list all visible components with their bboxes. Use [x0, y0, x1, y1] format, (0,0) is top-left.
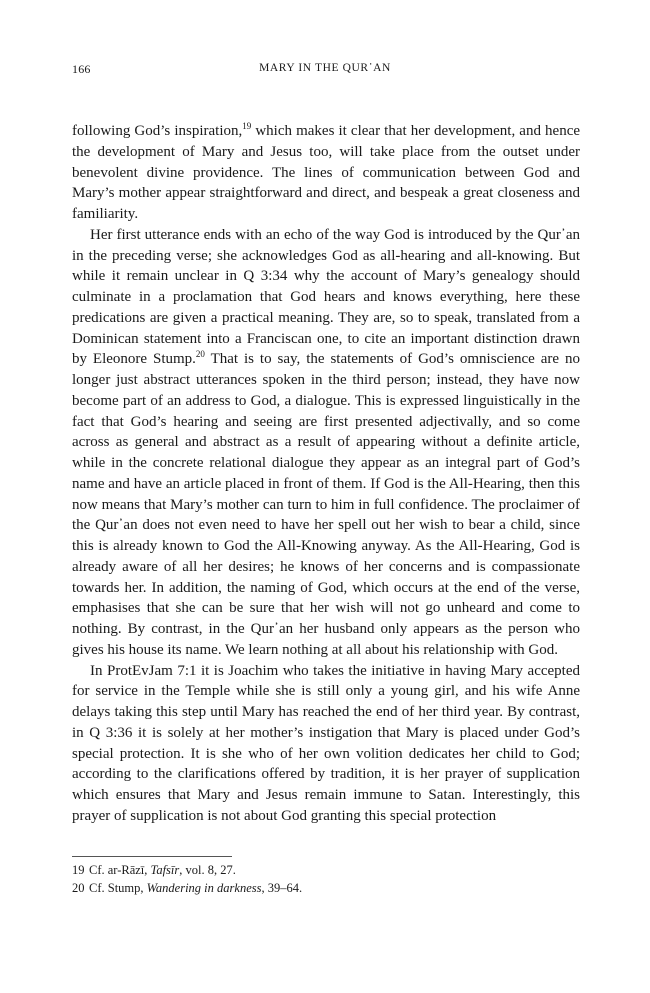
footnotes — [72, 861, 580, 897]
paragraph-text: That is to say, the statements of God’s omniscience are no longer just abstract utterances spoken in the third person; instead, they have now become part of an address to God, a dialogue. This is expressed linguistically in the fact that God’s hearing and seeing are first presented adjectivally, and so come across as general and abstract as a result of appearing without a definite article, while in the concrete relational dialogue they appear as an integral part of God’s name and have an article placed in front of them. If God is the All-Hearing, then this now means that Mary’s mother can turn to him in full confidence. The proclaimer of the Qur᾿an does not even need to have her spell out her wish to bear a child, since this is already known to God the All-Knowing anyway. As the All-Hearing, God is already aware of all her desires; he knows of her concerns and is compassionate towards her. In addition, the naming of God, which occurs at the end of the verse, emphasises that she can be sure that her wish will not go unheard and come to nothing. By contrast, in the Qur᾿an her husband only appears as the person who gives his house its name. We learn nothing at all about his relationship with God. — [72, 351, 580, 658]
footnote-title: Tafsīr — [150, 863, 180, 877]
footnote-text: Cf. Stump, — [89, 881, 147, 895]
footnote-text: , vol. 8, 27. — [179, 863, 236, 877]
body-paragraph — [72, 661, 580, 827]
footnote-number: 20 — [72, 881, 85, 895]
body-paragraph — [72, 225, 580, 661]
footnote-text: , 39–64. — [261, 881, 303, 895]
footnote-text: Cf. ar-Rāzī, — [89, 863, 151, 877]
body-paragraph — [72, 121, 580, 225]
page-number: 166 — [72, 62, 91, 76]
paragraph-text: Her first utterance ends with an echo of the way God is introduced by the Qur᾿an in the preceding verse; she acknowledges God as all-hearing and all-knowing. But while it remain unclear in Q 3:34 why the account of Mary’s genealogy should culminate in a proclamation that God hears and knows everything, here these predications are given a practical meaning. They are, so to speak, translated from a Dominican statement into a Franciscan one, to cite an important distinction drawn by Eleonore Stump. — [72, 226, 580, 368]
footnote-marker: 20 — [195, 349, 205, 360]
body-text — [72, 121, 580, 827]
footnote — [72, 879, 580, 897]
paragraph-text: In ProtEvJam 7:1 it is Joachim who takes the initiative in having Mary accepted for service in the Temple while she is still only a young girl, and his wife Anne delays taking this step until Mary has reached the end of her third year. By contrast, in Q 3:36 it is solely at her mother’s instigation that Mary is placed under God’s special protection. It is she who of her own volition dedicates her child to God; according to the clarifications offered by tradition, it is her prayer of supplication which ensures that Mary and Jesus remain immune to Satan. Interestingly, this prayer of supplication is not about God granting this special protection — [72, 662, 580, 824]
footnote-number: 19 — [72, 863, 85, 877]
page-header — [72, 62, 578, 78]
footnote-marker: 19 — [242, 121, 252, 131]
paragraph-text: following God’s inspiration, — [72, 123, 243, 139]
running-head: MARY IN THE QUR᾿AN — [259, 62, 391, 74]
footnote — [72, 861, 580, 879]
footnote-divider — [72, 856, 232, 857]
footnote-title: Wandering in darkness — [146, 881, 262, 895]
paragraph-text: which makes it clear that her development, and hence the development of Mary and Jesus too, will take place from the outset under benevolent divine providence. The lines of communication between God and Mary’s mother appear straightforward and direct, and bespeak a great closeness and familiarity. — [72, 123, 581, 222]
